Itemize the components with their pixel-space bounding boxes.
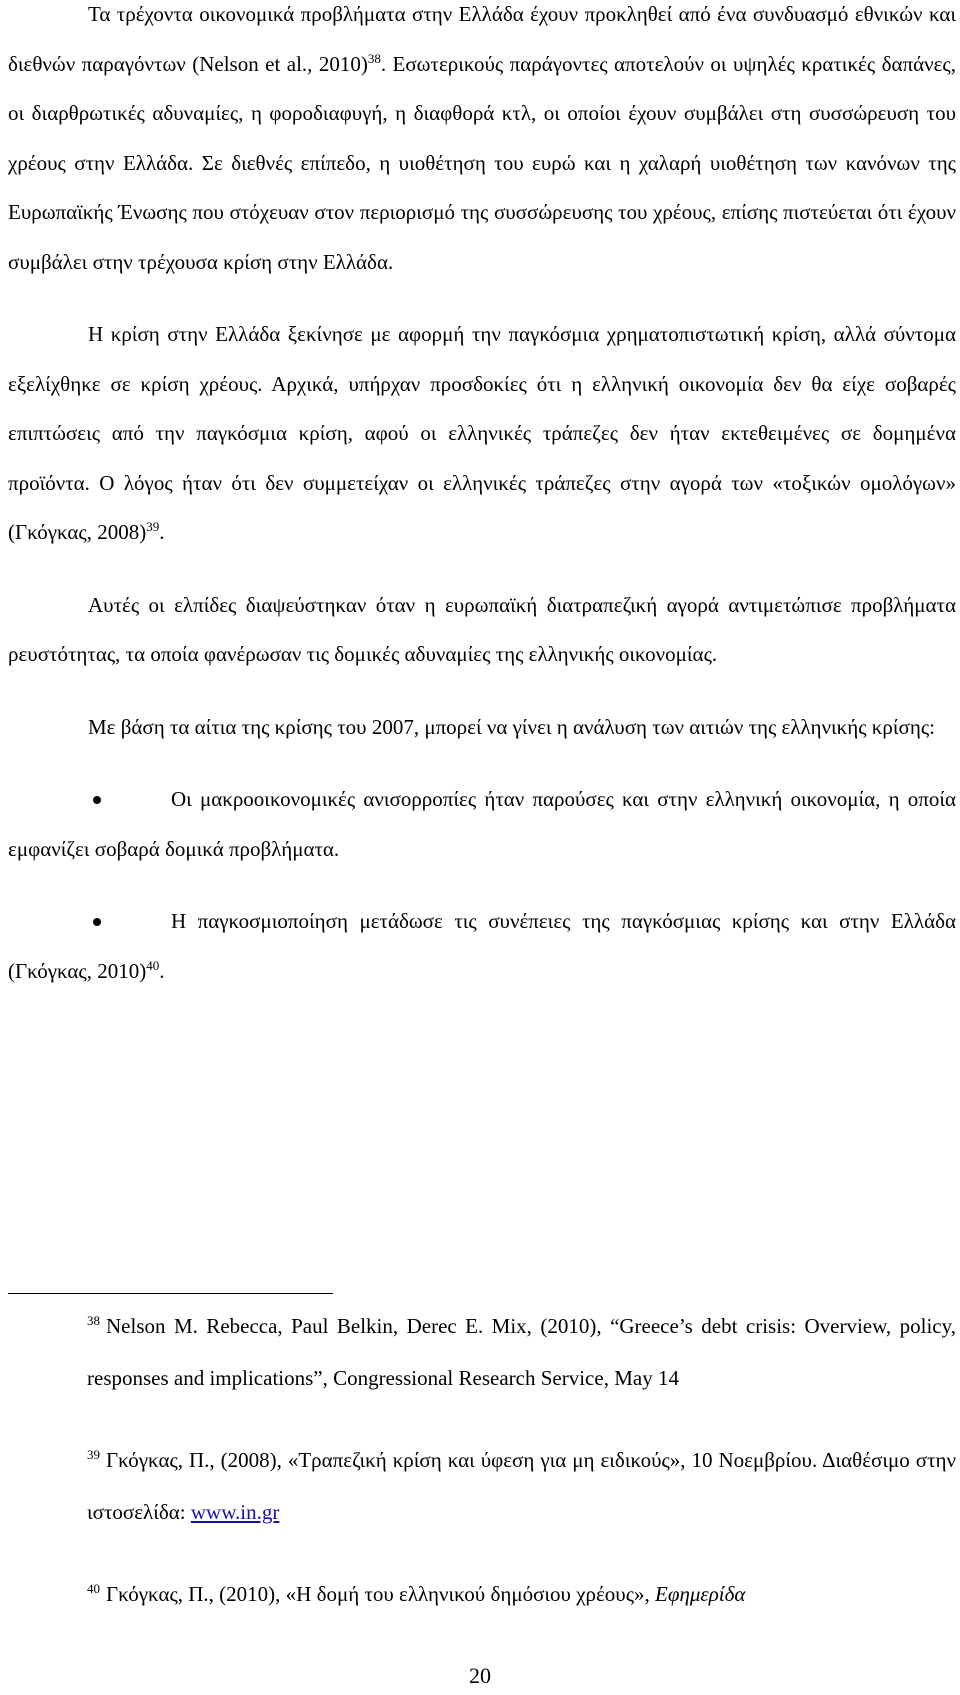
paragraph-1: Τα τρέχοντα οικονομικά προβλήματα στην Ελλάδα έχουν προκληθεί από ένα συνδυασμό εθνικών και διεθνών παραγόντων (Nelson et al., 2010)$^{38}$. Εσωτερικούς παράγοντες αποτελούν οι υψηλές κρατικές δαπάνες, οι διαρθρωτικές αδυναμίες, η φοροδιαφυγή, η διαφθορά κτλ, οι οποίοι έχουν συμβάλει στη συσσώρευση του χρέους στην Ελλάδα. Σε διεθνές επίπεδο, η υιοθέτηση του ευρώ και η χαλαρή υιοθέτηση των κανόνων της Ευρωπαϊκής Ένωσης που στόχευαν στον περιορισμό της συσσώρευσης του χρέους, επίσης πιστεύεται ότι έχουν συμβάλει στην τρέχουσα κρίση στην Ελλάδα. (8, 2, 956, 274)
bullet-icon (93, 796, 101, 804)
footnote-ref-39[interactable]: 39 (146, 519, 160, 534)
paragraph-2: Η κρίση στην Ελλάδα ξεκίνησε με αφορμή την παγκόσμια χρηματοπιστωτική κρίση, αλλά σύντομα εξελίχθηκε σε κρίση χρέους. Αρχικά, υπήρχαν προσδοκίες ότι η ελληνική οικονομία δεν θα είχε σοβαρές επιπτώσεις από την παγκόσμια κρίση, αφού οι ελληνικές τράπεζες δεν ήταν εκτεθειμένες σε δομημένα προϊόντα. Ο λόγος ήταν ότι δεν συμμετείχαν οι ελληνικές τράπεζες στην αγορά των «τοξικών ομολόγων» (Γκόγκας, 2008)$^{39}$. (8, 322, 956, 544)
footnote-40: $^{40}$ Γκόγκας, Π., (2010), «Η δομή του ελληνικού δημόσιου χρέους», Εφημερίδα (87, 1581, 746, 1606)
footnote-link[interactable]: www.in.gr (190, 1500, 280, 1524)
bullet-item-2: Η παγκοσμιοποίηση μετάδωσε τις συνέπειες της παγκόσμιας κρίσης και στην Ελλάδα (Γκόγκας, 2010)$^{40}$. (8, 909, 956, 983)
page-number: 20 (469, 1663, 491, 1688)
footnote-38: $^{38}$ Nelson M. Rebecca, Paul Belkin, Derec E. Mix, (2010), “Greece’s debt crisis: Overview, policy, responses and implications”, Congressional Research Service, May 14 (87, 1313, 956, 1390)
footnote-separator (8, 1293, 333, 1294)
footnotes (87, 1300, 956, 1620)
footnote-39: $^{39}$ Γκόγκας, Π., (2008), «Τραπεζική κρίση και ύφεση για μη ειδικούς», 10 Νοεμβρίου. Διαθέσιμο στην ιστοσελίδα: www.in.gr (87, 1447, 956, 1524)
footnote-ref-40[interactable]: 40 (146, 957, 160, 973)
body-text (8, 0, 956, 996)
bullet-icon (93, 918, 101, 926)
footnote-ref-38[interactable]: 38 (367, 50, 381, 66)
bullet-item-1: Οι μακροοικονομικές ανισορροπίες ήταν παρούσες και στην ελληνική οικονομία, η οποία εμφανίζει σοβαρά δομικά προβλήματα. (8, 787, 956, 861)
paragraph-4: Με βάση τα αίτια της κρίσης του 2007, μπορεί να γίνει η ανάλυση των αιτιών της ελληνικής κρίσης: (88, 714, 935, 739)
paragraph-3: Αυτές οι ελπίδες διαψεύστηκαν όταν η ευρωπαϊκή διατραπεζική αγορά αντιμετώπισε προβλήματα ρευστότητας, τα οποία φανέρωσαν τις δομικές αδυναμίες της ελληνικής οικονομίας. (8, 592, 956, 666)
